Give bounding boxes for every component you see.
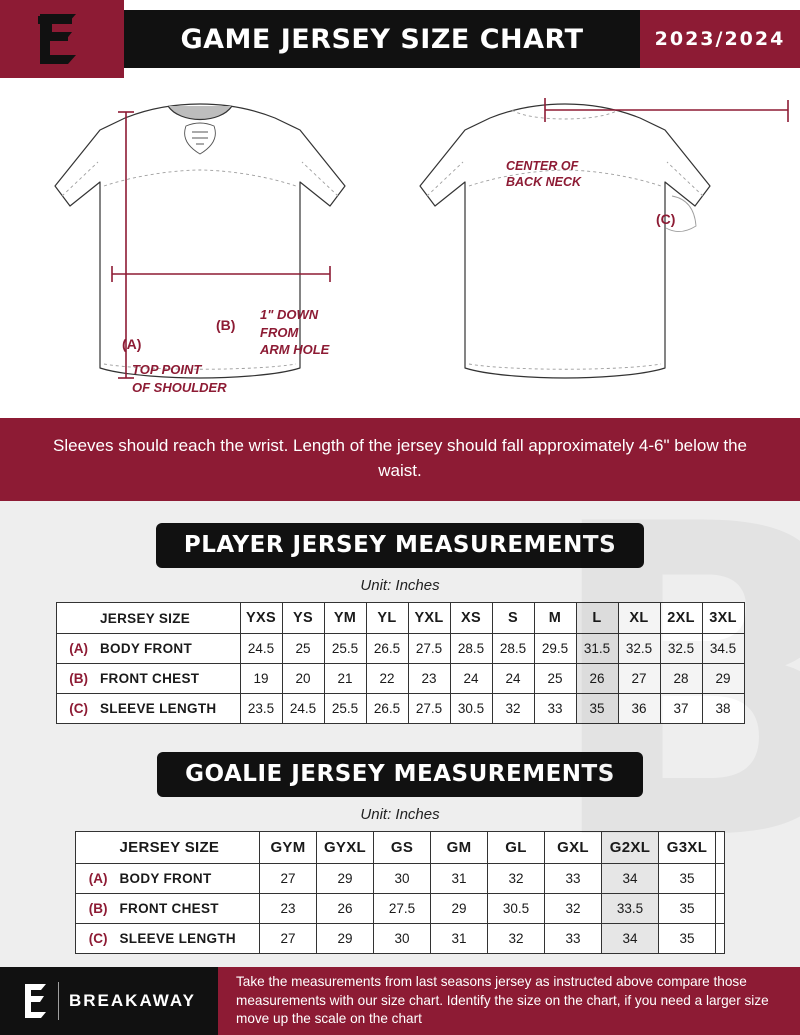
- measurement-cell: 27: [618, 664, 660, 694]
- size-header-gl: GL: [488, 832, 545, 864]
- goalie-unit-label: Unit: Inches: [360, 806, 440, 824]
- measurement-cell: 32: [488, 864, 545, 894]
- measurement-cell: 33: [545, 924, 602, 954]
- size-header-g2xl: G2XL: [602, 832, 659, 864]
- row-label: BODY FRONT: [90, 634, 240, 664]
- goalie-section: [0, 730, 800, 960]
- footer-brand-name: BREAKAWAY: [69, 991, 196, 1010]
- measurement-cell: 35: [659, 894, 716, 924]
- row-label: SLEEVE LENGTH: [110, 924, 260, 954]
- page-header: [0, 0, 800, 78]
- measurement-cell: 23.5: [240, 694, 282, 724]
- size-header-gyxl: GYXL: [317, 832, 374, 864]
- measurement-cell: 24.5: [282, 694, 324, 724]
- table-row: [76, 864, 725, 894]
- measurement-cell: 31.5: [576, 634, 618, 664]
- measurement-cell: 32.5: [660, 634, 702, 664]
- label-b-tag: (B): [216, 317, 236, 333]
- measurement-cell: 34: [602, 924, 659, 954]
- size-header-yl: YL: [366, 603, 408, 634]
- size-header-ym: YM: [324, 603, 366, 634]
- row-tag: (B): [56, 664, 90, 694]
- jersey-diagram-svg: [0, 78, 800, 418]
- table-header-jersey-size: JERSEY SIZE: [110, 832, 260, 864]
- row-label: BODY FRONT: [110, 864, 260, 894]
- table-row: [56, 634, 744, 664]
- measurement-cell: 35: [576, 694, 618, 724]
- table-row: [56, 694, 744, 724]
- header-title-bar: [124, 10, 640, 68]
- measurement-cell: 36: [618, 694, 660, 724]
- size-header-gs: GS: [374, 832, 431, 864]
- size-header-yxs: YXS: [240, 603, 282, 634]
- label-a-text-1: TOP POINT: [132, 362, 202, 377]
- size-header-g3xl: G3XL: [659, 832, 716, 864]
- measurement-cell: 32.5: [618, 634, 660, 664]
- measurement-cell: 35: [659, 864, 716, 894]
- size-header-gm: GM: [431, 832, 488, 864]
- measurement-cell: 24.5: [240, 634, 282, 664]
- size-header-gym: GYM: [260, 832, 317, 864]
- measurement-cell: 29: [317, 864, 374, 894]
- measurement-cell: 22: [366, 664, 408, 694]
- measurement-cell: 33: [545, 864, 602, 894]
- measurement-cell: 32: [488, 924, 545, 954]
- measurement-cell: 30.5: [450, 694, 492, 724]
- measurement-cell: 30: [374, 864, 431, 894]
- table-corner-tag: [56, 603, 90, 634]
- measurement-cell: 30: [374, 924, 431, 954]
- measurement-cell: 25: [282, 634, 324, 664]
- measurement-cell: 27: [260, 864, 317, 894]
- season-badge: 2023/2024: [640, 10, 800, 68]
- table-header-jersey-size: JERSEY SIZE: [90, 603, 240, 634]
- measurement-cell: 24: [492, 664, 534, 694]
- measurement-cell: 34.5: [702, 634, 744, 664]
- player-measurements-table: [56, 602, 745, 724]
- measurement-cell: 29.5: [534, 634, 576, 664]
- measurement-cell: 21: [324, 664, 366, 694]
- measurement-cell: 26: [317, 894, 374, 924]
- measurement-cell: 26.5: [366, 634, 408, 664]
- measurement-cell: 29: [431, 894, 488, 924]
- label-a-text-2: OF SHOULDER: [132, 379, 227, 395]
- measurement-cell: 35: [659, 924, 716, 954]
- page-footer: [0, 967, 800, 1035]
- goalie-measurements-table: [75, 831, 725, 954]
- size-header-ys: YS: [282, 603, 324, 634]
- measurement-cell: 28: [660, 664, 702, 694]
- label-center-back-2: BACK NECK: [506, 175, 581, 190]
- measurement-cell: 28.5: [450, 634, 492, 664]
- measurement-cell: 26.5: [366, 694, 408, 724]
- measurement-cell: 23: [260, 894, 317, 924]
- measurement-cell: 27.5: [408, 634, 450, 664]
- measurement-cell: 27.5: [374, 894, 431, 924]
- table-row: [76, 894, 725, 924]
- label-b-text-2: FROM: [260, 324, 299, 340]
- measurement-cell: 27: [260, 924, 317, 954]
- size-header-xs: XS: [450, 603, 492, 634]
- measurement-cell: 23: [408, 664, 450, 694]
- measurement-cell: 25.5: [324, 694, 366, 724]
- size-header-2xl: 2XL: [660, 603, 702, 634]
- measurement-cell: 25: [534, 664, 576, 694]
- measurement-cell: 33: [534, 694, 576, 724]
- table-row: [76, 924, 725, 954]
- size-header-xl: XL: [618, 603, 660, 634]
- row-tag: (A): [56, 634, 90, 664]
- label-a-tag: (A): [122, 336, 142, 352]
- footer-instructions: Take the measurements from last seasons jersey as instructed above compare those measurements with our size chart. Identify the size on the chart, if you need a larger size move up the scale on the chart: [218, 967, 800, 1035]
- measurement-cell: 31: [431, 924, 488, 954]
- measurement-cell: 24: [450, 664, 492, 694]
- size-header-s: S: [492, 603, 534, 634]
- label-b-text-3: ARM HOLE: [260, 342, 330, 358]
- table-spacer-cell: [716, 864, 725, 894]
- player-section: [0, 501, 800, 730]
- label-c-tag: (C): [656, 211, 676, 227]
- row-label: SLEEVE LENGTH: [90, 694, 240, 724]
- measurement-cell: 26: [576, 664, 618, 694]
- player-section-title: PLAYER JERSEY MEASUREMENTS: [156, 523, 644, 568]
- table-corner-tag: [76, 832, 110, 864]
- footer-divider: [58, 982, 59, 1020]
- measurement-cell: 32: [492, 694, 534, 724]
- row-tag: (C): [76, 924, 110, 954]
- size-header-l: L: [576, 603, 618, 634]
- measurement-cell: 33.5: [602, 894, 659, 924]
- measurement-cell: 29: [702, 664, 744, 694]
- row-tag: (A): [76, 864, 110, 894]
- page-title: GAME JERSEY SIZE CHART: [180, 23, 584, 55]
- measurement-cell: 29: [317, 924, 374, 954]
- measurement-cell: 37: [660, 694, 702, 724]
- row-tag: (B): [76, 894, 110, 924]
- measurement-cell: 30.5: [488, 894, 545, 924]
- measurement-cell: 34: [602, 864, 659, 894]
- measurement-cell: 19: [240, 664, 282, 694]
- header-logo-block: [0, 0, 124, 78]
- table-row: [56, 664, 744, 694]
- label-center-back-1: CENTER OF: [506, 159, 579, 173]
- size-header-m: M: [534, 603, 576, 634]
- measurement-cell: 25.5: [324, 634, 366, 664]
- measurement-cell: 20: [282, 664, 324, 694]
- fit-note-band: Sleeves should reach the wrist. Length of the jersey should fall approximately 4-6" below the waist.: [0, 418, 800, 501]
- measurement-cell: 32: [545, 894, 602, 924]
- footer-brand-block: [0, 967, 218, 1035]
- measurement-cell: 28.5: [492, 634, 534, 664]
- goalie-section-title: GOALIE JERSEY MEASUREMENTS: [157, 752, 643, 797]
- table-spacer-cell: [716, 832, 725, 864]
- measurement-cell: 31: [431, 864, 488, 894]
- table-spacer-cell: [716, 894, 725, 924]
- size-header-yxl: YXL: [408, 603, 450, 634]
- player-unit-label: Unit: Inches: [360, 577, 440, 595]
- measurement-cell: 27.5: [408, 694, 450, 724]
- breakaway-logo-icon-small: [22, 981, 48, 1021]
- row-label: FRONT CHEST: [110, 894, 260, 924]
- measurement-cell: 38: [702, 694, 744, 724]
- row-label: FRONT CHEST: [90, 664, 240, 694]
- size-header-gxl: GXL: [545, 832, 602, 864]
- row-tag: (C): [56, 694, 90, 724]
- table-spacer-cell: [716, 924, 725, 954]
- label-b-text-1: 1" DOWN: [260, 307, 319, 322]
- jersey-diagram: [0, 78, 800, 418]
- size-header-3xl: 3XL: [702, 603, 744, 634]
